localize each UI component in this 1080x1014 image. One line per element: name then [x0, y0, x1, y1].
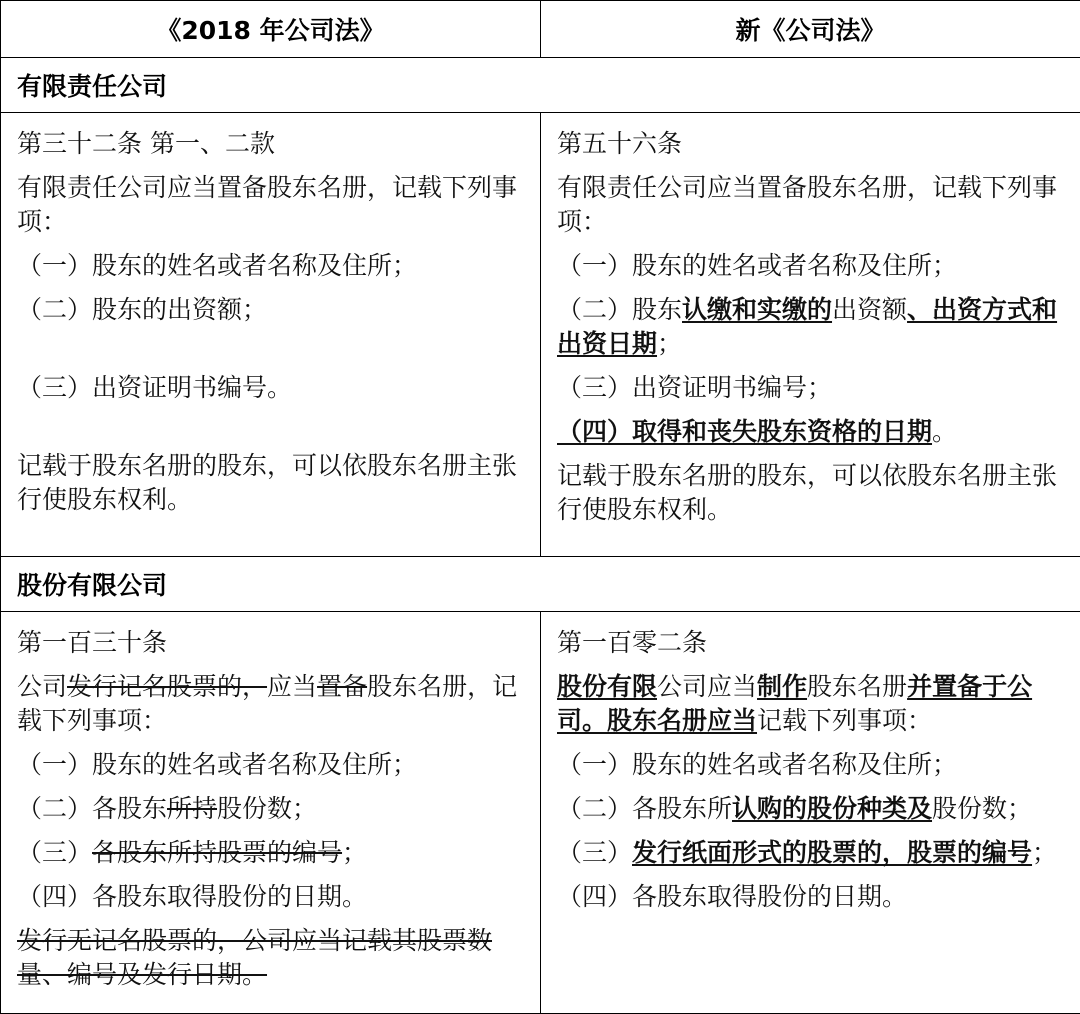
section-row-llc [1, 58, 1080, 113]
added-text: 认缴和实缴的 [682, 295, 832, 324]
added-text: 发行纸面形式的股票的，股票的编号 [632, 838, 1032, 867]
list-item: （四）各股东取得股份的日期。 [557, 880, 1068, 914]
list-item: （一）股东的姓名或者名称及住所； [17, 748, 528, 782]
article-number: 第一百零二条 [557, 626, 1068, 660]
section-row-joint-stock [1, 557, 1080, 612]
text: （三） [17, 838, 92, 867]
list-item [17, 836, 528, 870]
deleted-paragraph: 发行无记名股票的，公司应当记载其股票数量、编号及发行日期。 [17, 924, 528, 992]
text: 股东名册 [807, 672, 907, 701]
list-item [17, 792, 528, 826]
new-law-cell-llc [541, 113, 1080, 557]
article-number: 第三十二条 第一、二款 [17, 127, 528, 161]
new-law-cell-joint-stock [541, 612, 1080, 1014]
article-intro: 有限责任公司应当置备股东名册，记载下列事项： [17, 171, 528, 239]
added-text: 认购的股份种类及 [732, 794, 932, 823]
text: 记载下列事项： [757, 706, 932, 735]
text: ； [657, 329, 682, 358]
deleted-text: 置备 [317, 672, 367, 701]
column-header-old-law: 《2018 年公司法》 [1, 1, 541, 58]
text: ； [1032, 838, 1057, 867]
deleted-text: 各股东所持股票的编号 [92, 838, 342, 867]
text: （二）股东 [557, 295, 682, 324]
text: 应当 [267, 672, 317, 701]
spacer [17, 415, 528, 449]
article-number: 第五十六条 [557, 127, 1068, 161]
text: 股份数； [217, 794, 317, 823]
text: ； [342, 838, 367, 867]
table-row [1, 612, 1080, 1014]
list-item: （四）各股东取得股份的日期。 [17, 880, 528, 914]
article-number: 第一百三十条 [17, 626, 528, 660]
article-closing: 记载于股东名册的股东，可以依股东名册主张行使股东权利。 [557, 459, 1068, 527]
text: 股东名册，记载下列事项： [17, 672, 517, 735]
article-intro: 有限责任公司应当置备股东名册，记载下列事项： [557, 171, 1068, 239]
article-intro [557, 670, 1068, 738]
added-text: 并置备于公司。股东名册应当 [557, 672, 1032, 735]
text: 股份数； [932, 794, 1032, 823]
list-item: （一）股东的姓名或者名称及住所； [557, 249, 1068, 283]
text: 出资额 [832, 295, 907, 324]
text: 。 [932, 417, 957, 446]
list-item [557, 836, 1068, 870]
deleted-text: 所持 [167, 794, 217, 823]
added-text: 股份有限 [557, 672, 657, 701]
text: （二）各股东所 [557, 794, 732, 823]
text: （二）各股东 [17, 794, 167, 823]
spacer [17, 337, 528, 371]
article-intro [17, 670, 528, 738]
list-item [557, 792, 1068, 826]
deleted-text: 发行记名股票的， [67, 672, 267, 701]
list-item [557, 293, 1068, 361]
list-item: （三）出资证明书编号； [557, 371, 1068, 405]
table-row [1, 113, 1080, 557]
table-header-row [1, 1, 1080, 58]
added-text: 制作 [757, 672, 807, 701]
list-item: （一）股东的姓名或者名称及住所； [557, 748, 1068, 782]
text: 公司应当 [657, 672, 757, 701]
list-item [557, 415, 1068, 449]
list-item: （一）股东的姓名或者名称及住所； [17, 249, 528, 283]
list-item: （二）股东的出资额； [17, 293, 528, 327]
text: （三） [557, 838, 632, 867]
list-item: （三）出资证明书编号。 [17, 371, 528, 405]
old-law-cell-joint-stock [1, 612, 541, 1014]
section-title-llc: 有限责任公司 [1, 58, 1080, 113]
added-text: （四）取得和丧失股东资格的日期 [557, 417, 932, 446]
added-text: 、出资方式和出资日期 [557, 295, 1057, 358]
column-header-new-law: 新《公司法》 [541, 1, 1080, 58]
section-title-joint-stock: 股份有限公司 [1, 557, 1080, 612]
text: 公司 [17, 672, 67, 701]
old-law-cell-llc [1, 113, 541, 557]
article-closing: 记载于股东名册的股东，可以依股东名册主张行使股东权利。 [17, 449, 528, 517]
